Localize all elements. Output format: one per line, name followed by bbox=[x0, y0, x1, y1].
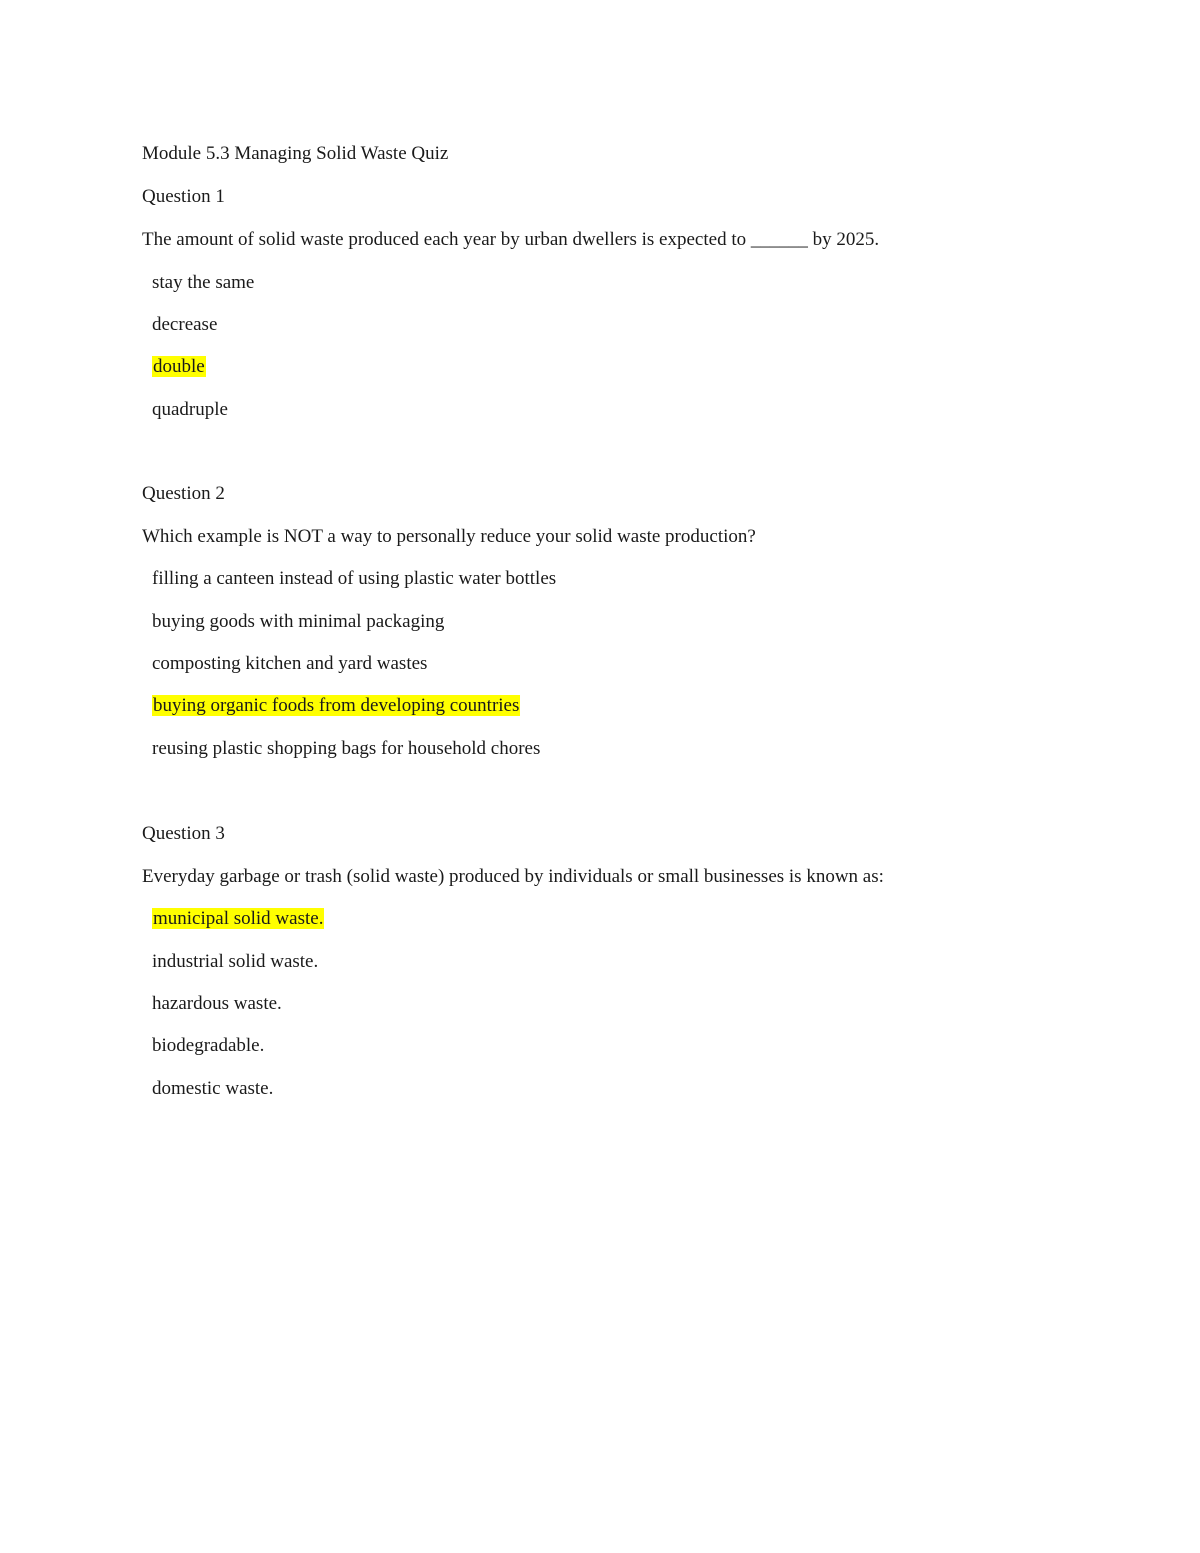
answer-option-highlighted: municipal solid waste. bbox=[153, 908, 324, 929]
answer-option: composting kitchen and yard wastes bbox=[152, 653, 428, 674]
question-label: Question 1 bbox=[142, 186, 225, 207]
answer-option: filling a canteen instead of using plastic water bottles bbox=[152, 568, 557, 589]
question-text: The amount of solid waste produced each year by urban dwellers is expected to ______ by 2025. bbox=[142, 229, 880, 250]
answer-option: biodegradable. bbox=[152, 1035, 265, 1056]
answer-option: stay the same bbox=[152, 272, 255, 293]
answer-option: decrease bbox=[152, 314, 218, 335]
answer-option: buying goods with minimal packaging bbox=[152, 611, 445, 632]
answer-option: quadruple bbox=[152, 399, 228, 420]
question-label: Question 2 bbox=[142, 483, 225, 504]
answer-option: hazardous waste. bbox=[152, 993, 282, 1014]
answer-option: reusing plastic shopping bags for household chores bbox=[152, 738, 541, 759]
document-title: Module 5.3 Managing Solid Waste Quiz bbox=[142, 143, 449, 164]
answer-option-highlighted: buying organic foods from developing countries bbox=[153, 695, 520, 716]
question-text: Everyday garbage or trash (solid waste) produced by individuals or small businesses is known as: bbox=[142, 866, 884, 887]
question-text: Which example is NOT a way to personally reduce your solid waste production? bbox=[142, 526, 756, 547]
answer-option-highlighted: double bbox=[153, 356, 205, 377]
question-label: Question 3 bbox=[142, 823, 225, 844]
answer-option: domestic waste. bbox=[152, 1078, 274, 1099]
answer-option: industrial solid waste. bbox=[152, 951, 319, 972]
